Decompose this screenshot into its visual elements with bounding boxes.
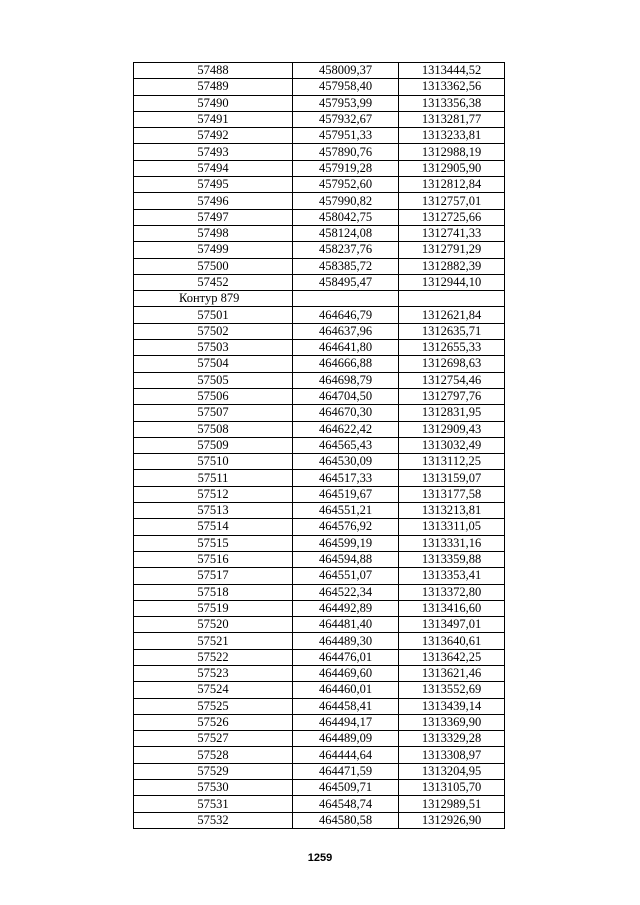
x-coordinate-cell: 464698,79 [293,372,399,388]
table-row [134,747,505,763]
point-number-cell: 57498 [134,225,293,241]
y-coordinate-cell: 1312754,46 [399,372,505,388]
point-number-cell: 57516 [134,551,293,567]
table-row [134,307,505,323]
x-coordinate-cell: 464551,21 [293,503,399,519]
point-number-cell: 57510 [134,454,293,470]
x-coordinate-cell: 464489,30 [293,633,399,649]
x-coordinate-cell: 464530,09 [293,454,399,470]
y-coordinate-cell: 1312797,76 [399,388,505,404]
table-row [134,372,505,388]
point-number-cell: 57493 [134,144,293,160]
table-row [134,63,505,79]
x-coordinate-cell: 464646,79 [293,307,399,323]
x-coordinate-cell: 464580,58 [293,812,399,828]
y-coordinate-cell: 1313204,95 [399,763,505,779]
table-row [134,193,505,209]
x-coordinate-cell: 464509,71 [293,780,399,796]
coordinates-table [133,62,505,829]
table-row [134,160,505,176]
point-number-cell: 57509 [134,437,293,453]
x-coordinate-cell: 464481,40 [293,617,399,633]
x-coordinate-cell: 457951,33 [293,128,399,144]
x-coordinate-cell: 457932,67 [293,111,399,127]
point-number-cell: 57452 [134,274,293,290]
x-coordinate-cell: 464460,01 [293,682,399,698]
y-coordinate-cell: 1312741,33 [399,225,505,241]
point-number-cell: 57531 [134,796,293,812]
x-coordinate-cell: 457990,82 [293,193,399,209]
table-row [134,421,505,437]
y-coordinate-cell: 1312944,10 [399,274,505,290]
point-number-cell: 57489 [134,79,293,95]
table-row [134,111,505,127]
table-row [134,242,505,258]
point-number-cell: 57512 [134,486,293,502]
y-coordinate-cell: 1312791,29 [399,242,505,258]
point-number-cell: 57490 [134,95,293,111]
y-coordinate-cell: 1313359,88 [399,551,505,567]
y-coordinate-cell: 1312621,84 [399,307,505,323]
y-coordinate-cell: 1312698,63 [399,356,505,372]
y-coordinate-cell: 1312831,95 [399,405,505,421]
table-row [134,486,505,502]
table-row [134,405,505,421]
point-number-cell: 57524 [134,682,293,698]
x-coordinate-cell: 458385,72 [293,258,399,274]
x-coordinate-cell: 464476,01 [293,649,399,665]
table-row [134,796,505,812]
table-row [134,698,505,714]
point-number-cell: 57502 [134,323,293,339]
table-row [134,95,505,111]
point-number-cell: 57505 [134,372,293,388]
x-coordinate-cell: 457958,40 [293,79,399,95]
y-coordinate-cell: 1313362,56 [399,79,505,95]
table-row [134,144,505,160]
table-row [134,454,505,470]
x-coordinate-cell: 457890,76 [293,144,399,160]
point-number-cell: 57504 [134,356,293,372]
point-number-cell: 57515 [134,535,293,551]
x-coordinate-cell: 464458,41 [293,698,399,714]
x-coordinate-cell: 464670,30 [293,405,399,421]
x-coordinate-cell: 457953,99 [293,95,399,111]
table-row [134,177,505,193]
table-row [134,714,505,730]
x-coordinate-cell: 464576,92 [293,519,399,535]
point-number-cell: 57508 [134,421,293,437]
x-coordinate-cell: 464594,88 [293,551,399,567]
point-number-cell: 57507 [134,405,293,421]
y-coordinate-cell: 1313497,01 [399,617,505,633]
x-coordinate-cell: 464494,17 [293,714,399,730]
point-number-cell: 57500 [134,258,293,274]
table-row [134,323,505,339]
x-coordinate-cell: 464704,50 [293,388,399,404]
y-coordinate-cell: 1313416,60 [399,600,505,616]
x-coordinate-cell: 464489,09 [293,731,399,747]
table-row [134,274,505,290]
point-number-cell: 57514 [134,519,293,535]
point-number-cell: 57495 [134,177,293,193]
y-coordinate-cell: 1313372,80 [399,584,505,600]
y-coordinate-cell: 1313329,28 [399,731,505,747]
table-row [134,617,505,633]
coordinates-table-body [134,63,505,829]
x-coordinate-cell: 464522,34 [293,584,399,600]
y-coordinate-cell: 1313640,61 [399,633,505,649]
table-row [134,519,505,535]
y-coordinate-cell: 1313439,14 [399,698,505,714]
x-coordinate-cell: 464471,59 [293,763,399,779]
point-number-cell: 57491 [134,111,293,127]
table-row [134,388,505,404]
contour-header-row [134,291,505,307]
point-number-cell: 57488 [134,63,293,79]
x-coordinate-cell: 464622,42 [293,421,399,437]
y-coordinate-cell: 1312812,84 [399,177,505,193]
point-number-cell: 57517 [134,568,293,584]
point-number-cell: 57496 [134,193,293,209]
point-number-cell: 57520 [134,617,293,633]
y-coordinate-cell: 1313552,69 [399,682,505,698]
table-row [134,633,505,649]
point-number-cell: 57530 [134,780,293,796]
x-coordinate-cell: 464517,33 [293,470,399,486]
empty-cell [293,291,399,307]
y-coordinate-cell: 1313356,38 [399,95,505,111]
table-row [134,780,505,796]
y-coordinate-cell: 1313369,90 [399,714,505,730]
y-coordinate-cell: 1313233,81 [399,128,505,144]
point-number-cell: 57523 [134,665,293,681]
point-number-cell: 57503 [134,340,293,356]
point-number-cell: 57492 [134,128,293,144]
point-number-cell: 57525 [134,698,293,714]
table-row [134,209,505,225]
y-coordinate-cell: 1312909,43 [399,421,505,437]
table-row [134,503,505,519]
y-coordinate-cell: 1313213,81 [399,503,505,519]
x-coordinate-cell: 464637,96 [293,323,399,339]
y-coordinate-cell: 1313331,16 [399,535,505,551]
table-row [134,600,505,616]
x-coordinate-cell: 464599,19 [293,535,399,551]
point-number-cell: 57527 [134,731,293,747]
y-coordinate-cell: 1312882,39 [399,258,505,274]
table-row [134,128,505,144]
table-row [134,731,505,747]
contour-label: Контур 879 [134,291,293,307]
x-coordinate-cell: 458009,37 [293,63,399,79]
x-coordinate-cell: 458237,76 [293,242,399,258]
y-coordinate-cell: 1312926,90 [399,812,505,828]
point-number-cell: 57518 [134,584,293,600]
x-coordinate-cell: 458124,08 [293,225,399,241]
point-number-cell: 57521 [134,633,293,649]
x-coordinate-cell: 457952,60 [293,177,399,193]
y-coordinate-cell: 1313159,07 [399,470,505,486]
x-coordinate-cell: 464551,07 [293,568,399,584]
y-coordinate-cell: 1313311,05 [399,519,505,535]
y-coordinate-cell: 1313444,52 [399,63,505,79]
y-coordinate-cell: 1312905,90 [399,160,505,176]
y-coordinate-cell: 1313177,58 [399,486,505,502]
table-row [134,437,505,453]
y-coordinate-cell: 1313353,41 [399,568,505,584]
table-row [134,568,505,584]
y-coordinate-cell: 1312988,19 [399,144,505,160]
point-number-cell: 57522 [134,649,293,665]
x-coordinate-cell: 458495,47 [293,274,399,290]
point-number-cell: 57526 [134,714,293,730]
y-coordinate-cell: 1313281,77 [399,111,505,127]
y-coordinate-cell: 1313105,70 [399,780,505,796]
empty-cell [399,291,505,307]
table-row [134,584,505,600]
table-row [134,258,505,274]
y-coordinate-cell: 1312725,66 [399,209,505,225]
point-number-cell: 57499 [134,242,293,258]
x-coordinate-cell: 464565,43 [293,437,399,453]
y-coordinate-cell: 1313032,49 [399,437,505,453]
page-number: 1259 [307,852,333,864]
table-row [134,356,505,372]
table-row [134,682,505,698]
x-coordinate-cell: 464641,80 [293,340,399,356]
table-row [134,535,505,551]
y-coordinate-cell: 1312635,71 [399,323,505,339]
x-coordinate-cell: 464444,64 [293,747,399,763]
x-coordinate-cell: 464666,88 [293,356,399,372]
point-number-cell: 57511 [134,470,293,486]
y-coordinate-cell: 1313621,46 [399,665,505,681]
table-row [134,340,505,356]
point-number-cell: 57529 [134,763,293,779]
x-coordinate-cell: 457919,28 [293,160,399,176]
point-number-cell: 57528 [134,747,293,763]
point-number-cell: 57494 [134,160,293,176]
table-row [134,79,505,95]
table-row [134,470,505,486]
y-coordinate-cell: 1313112,25 [399,454,505,470]
table-row [134,665,505,681]
x-coordinate-cell: 464492,89 [293,600,399,616]
point-number-cell: 57519 [134,600,293,616]
point-number-cell: 57506 [134,388,293,404]
x-coordinate-cell: 464469,60 [293,665,399,681]
x-coordinate-cell: 464519,67 [293,486,399,502]
point-number-cell: 57532 [134,812,293,828]
point-number-cell: 57513 [134,503,293,519]
y-coordinate-cell: 1312757,01 [399,193,505,209]
x-coordinate-cell: 464548,74 [293,796,399,812]
point-number-cell: 57501 [134,307,293,323]
table-row [134,763,505,779]
y-coordinate-cell: 1312655,33 [399,340,505,356]
point-number-cell: 57497 [134,209,293,225]
table-row [134,649,505,665]
table-row [134,225,505,241]
y-coordinate-cell: 1313308,97 [399,747,505,763]
table-row [134,551,505,567]
table-row [134,812,505,828]
y-coordinate-cell: 1312989,51 [399,796,505,812]
y-coordinate-cell: 1313642,25 [399,649,505,665]
x-coordinate-cell: 458042,75 [293,209,399,225]
